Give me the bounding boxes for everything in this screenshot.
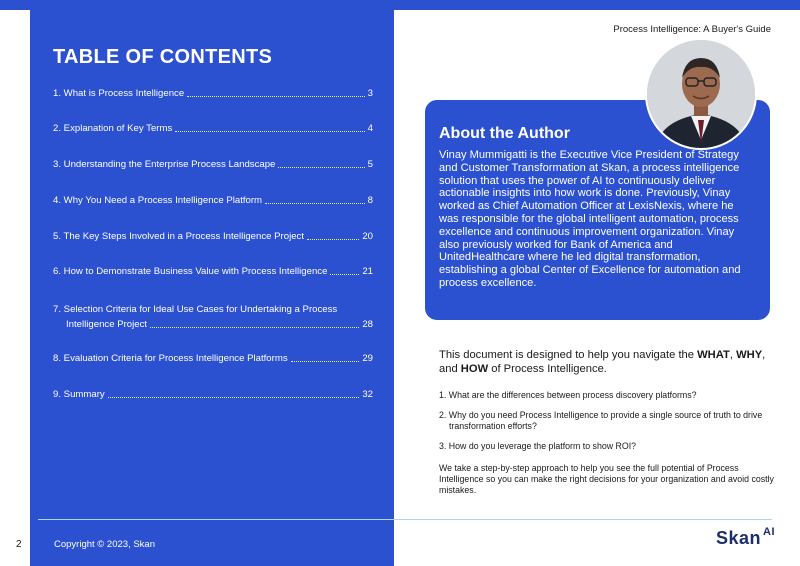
toc-entry[interactable]: 5. The Key Steps Involved in a Process Intelligence Project 20	[53, 231, 373, 242]
author-heading: About the Author	[439, 125, 570, 142]
footer-divider	[38, 519, 772, 520]
portrait-photo-icon	[647, 40, 755, 148]
toc-entry[interactable]: 9. Summary 32	[53, 389, 373, 400]
intro-text: This document is designed to help you navigate the WHAT, WHY, and HOW of Process Intelligence.	[439, 349, 766, 375]
toc-entry[interactable]: 7. Selection Criteria for Ideal Use Cases for Undertaking a Process Intelligence Project 28	[53, 304, 373, 330]
list-item: 2. Why do you need Process Intelligence to provide a single source of truth to drive transformation efforts?	[439, 410, 763, 431]
toc-leader	[291, 361, 360, 362]
toc-entry[interactable]: 3. Understanding the Enterprise Process Landscape 5	[53, 159, 373, 170]
question-list	[439, 390, 779, 461]
toc-entry[interactable]: 1. What is Process Intelligence 3	[53, 88, 373, 99]
author-photo	[645, 38, 757, 150]
list-item: 1. What are the differences between process discovery platforms?	[439, 390, 697, 400]
toc-entry[interactable]: 2. Explanation of Key Terms 4	[53, 123, 373, 134]
toc-entry[interactable]: 8. Evaluation Criteria for Process Intelligence Platforms 29	[53, 353, 373, 364]
copyright-text: Copyright © 2023, Skan	[54, 539, 156, 550]
toc-leader	[175, 131, 364, 132]
toc-leader	[150, 327, 359, 328]
skan-logo: Skan $^{AI}$	[716, 526, 776, 548]
page-number: 2	[16, 539, 22, 550]
toc-title: TABLE OF CONTENTS	[53, 46, 273, 68]
list-item: 3. How do you leverage the platform to show ROI?	[439, 441, 637, 451]
toc-leader	[278, 167, 364, 168]
toc-leader	[330, 274, 359, 275]
toc-entry[interactable]: 4. Why You Need a Process Intelligence Platform 8	[53, 195, 373, 206]
toc-leader	[108, 397, 360, 398]
toc-entry[interactable]: 6. How to Demonstrate Business Value with Process Intelligence 21	[53, 266, 373, 277]
toc-leader	[265, 203, 365, 204]
author-bio: Vinay Mummigatti is the Executive Vice President of Strategy and Customer Transformation at Skan, a process intelligence solution that uses the power of AI to continuously deliver actionable insights into how work is done. Previously, Vinay worked as Chief Automation Officer at LexisNexis, where he was responsible for the global intelligent automation, process excellence and continuous improvement organization. Vinay also previously worked for Bank of America and UnitedHealthcare where he led digital transformation, establishing a global Center of Excellence for automation and process excellence.	[439, 149, 741, 289]
toc-leader	[307, 239, 359, 240]
top-accent-bar	[0, 0, 800, 10]
document-title: Process Intelligence: A Buyer's Guide	[613, 24, 771, 35]
toc-entry-continuation: Intelligence Project 28	[66, 319, 373, 330]
toc-panel	[30, 10, 394, 566]
closing-paragraph: We take a step-by-step approach to help you see the full potential of Process Intelligence so you can make the right decisions for your organization and avoid costly mistakes.	[439, 463, 774, 495]
toc-leader	[187, 96, 364, 97]
